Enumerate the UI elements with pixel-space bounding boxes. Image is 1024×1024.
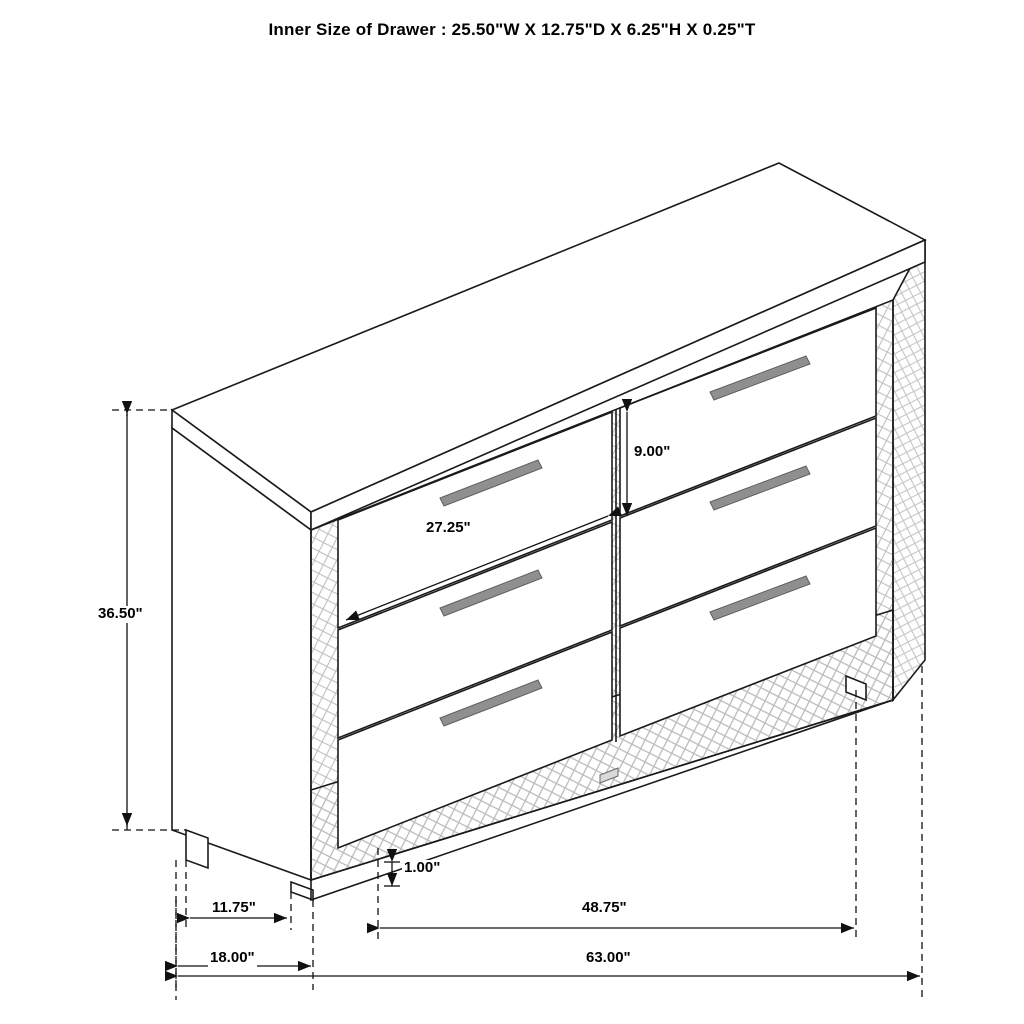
dimension-label-width-total: 63.00" xyxy=(586,949,631,966)
dimension-label-drawer-width: 27.25" xyxy=(426,519,471,536)
dimension-label-leg-height: 1.00" xyxy=(404,859,441,876)
page-title: Inner Size of Drawer : 25.50"W X 12.75"D X 6.25"H X 0.25"T xyxy=(268,20,756,39)
dimension-label-width-inner: 48.75" xyxy=(582,899,627,916)
dimension-label-height-total: 36.50" xyxy=(98,605,143,622)
dimension-label-depth-total: 18.00" xyxy=(210,949,255,966)
dimension-label-drawer-height: 9.00" xyxy=(634,443,671,460)
dimension-label-depth-side: 11.75" xyxy=(212,899,256,916)
